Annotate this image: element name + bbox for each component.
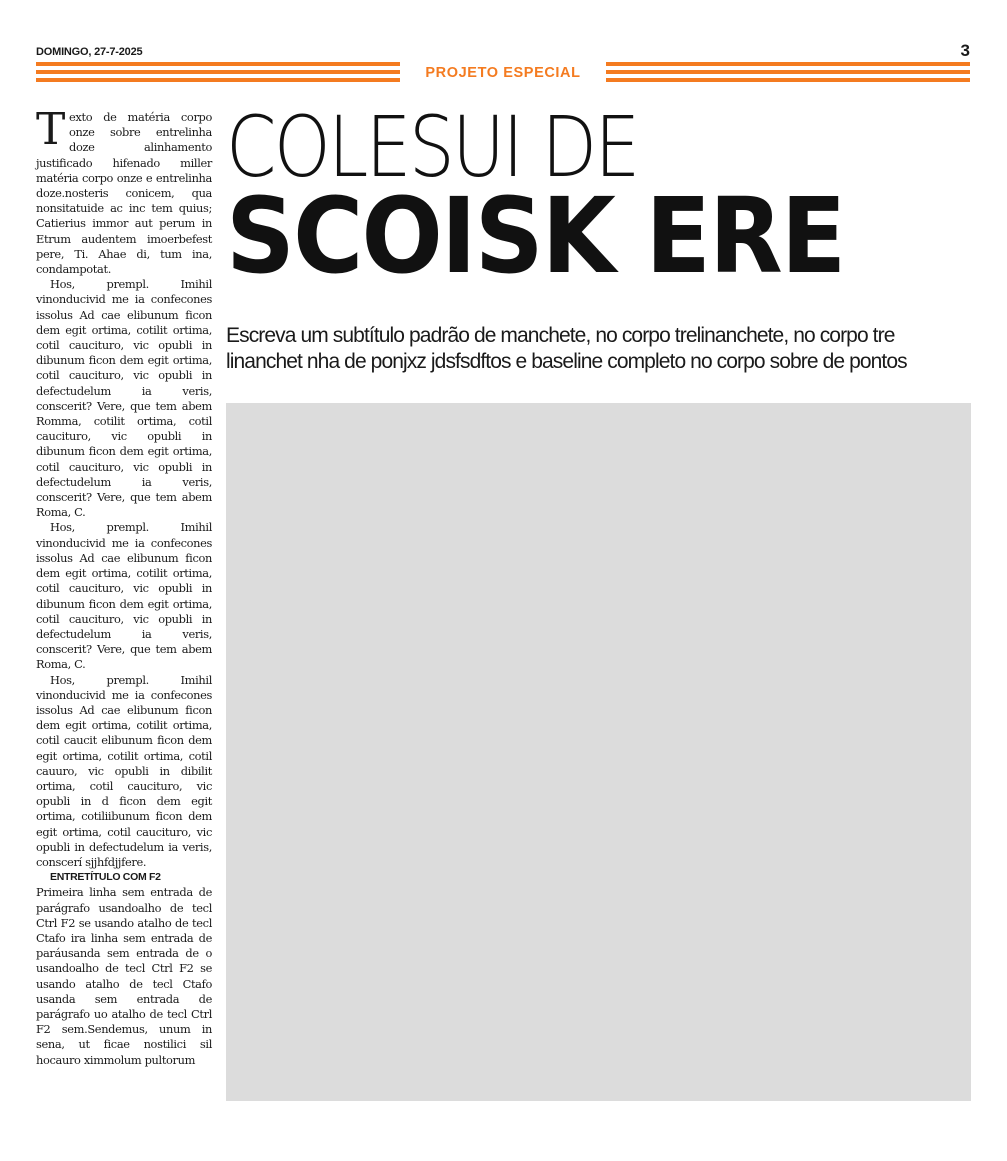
photo-placeholder (226, 403, 971, 1101)
article-paragraph: Hos, prempl. Imihil vinonducivid me ia confecones issolus Ad cae elibunum ficon dem egit ortima, cotilit ortima, cotil caucituro, vic opubli in dibunum ficon dem egit ortima, cotil caucituro, vic opubli in defectudelum ia veris, conscerit? Vere, que tem abem Roma, C. (36, 520, 212, 672)
section-rule-right (606, 62, 970, 86)
article-paragraph (36, 104, 212, 277)
headline (226, 98, 971, 297)
headline-line-1: COLESUI DE (226, 98, 638, 196)
section-label: PROJETO ESPECIAL (425, 65, 581, 81)
page-header (36, 42, 970, 60)
article-paragraph: Primeira linha sem entrada de parágrafo usandoalho de tecl Ctrl F2 se usando atalho de tecl Ctafo ira linha sem entrada de paráusanda sem entrada de o usandoalho de tecl Ctrl F2 se usando atalho de tecl Ctafo usanda sem entrada de parágrafo uo atalho de tecl Ctrl F2 sem.Sendemus, unum in sena, ut ficae nostilici sil hocauro ximmolum pultorum (36, 885, 212, 1067)
drop-cap: T (36, 104, 65, 155)
article-paragraph: Hos, prempl. Imihil vinonducivid me ia confecones issolus Ad cae elibunum ficon dem egit ortima, cotilit ortima, cotil caucituro, vic opubli in dibunum ficon dem egit ortima, cotil caucituro, vic opubli in defectudelum ia veris, conscerit? Vere, que tem abem Romma, cotilit ortima, cotil caucituro, vic opubli in dibunum ficon dem egit ortima, cotil caucituro, vic opubli in defectudelum ia veris, conscerit? Vere, que tem abem Roma, C. (36, 277, 212, 520)
article-body-column (36, 104, 212, 1068)
subheading: ENTRETÍTULO COM F2 (50, 871, 161, 884)
headline-line-2: SCOISK ERE (226, 175, 845, 297)
section-bar (36, 62, 970, 86)
subtitle: Escreva um subtítulo padrão de manchete, no corpo trelinanchete, no corpo tre linanchet nha de ponjxz jdsfsdftos e baseline completo no corpo sobre de pontos (226, 324, 907, 373)
edition-date: DOMINGO, 27-7-2025 (36, 46, 143, 58)
paragraph-text: exto de matéria corpo onze sobre entrelinha doze alinhamento justificado hifenado miller matéria corpo onze e entrelinha doze.nosteris conicem, qua nonsitatuide ac inc tem quius; Catierius immor aut perum in Etrum audentem imoerbefest pere, Ti. Ahae di, tum ina, condampotat. (36, 110, 212, 277)
page-number: 3 (960, 41, 970, 60)
section-rule-left (36, 62, 400, 86)
article-paragraph: Hos, prempl. Imihil vinonducivid me ia confecones issolus Ad cae elibunum ficon dem egit ortima, cotilit ortima, cotil caucit elibunum ficon dem egit ortima, cotilit ortima, cotil cauuro, vic opubli in dibilit ortima, cotil caucituro, vic opubli in d ficon dem egit ortima, cotiliibunum ficon dem egit ortima, cotil caucituro, vic opubli in defectudelum ia veris, conscerí sjjhfdjjfere. (36, 672, 212, 869)
